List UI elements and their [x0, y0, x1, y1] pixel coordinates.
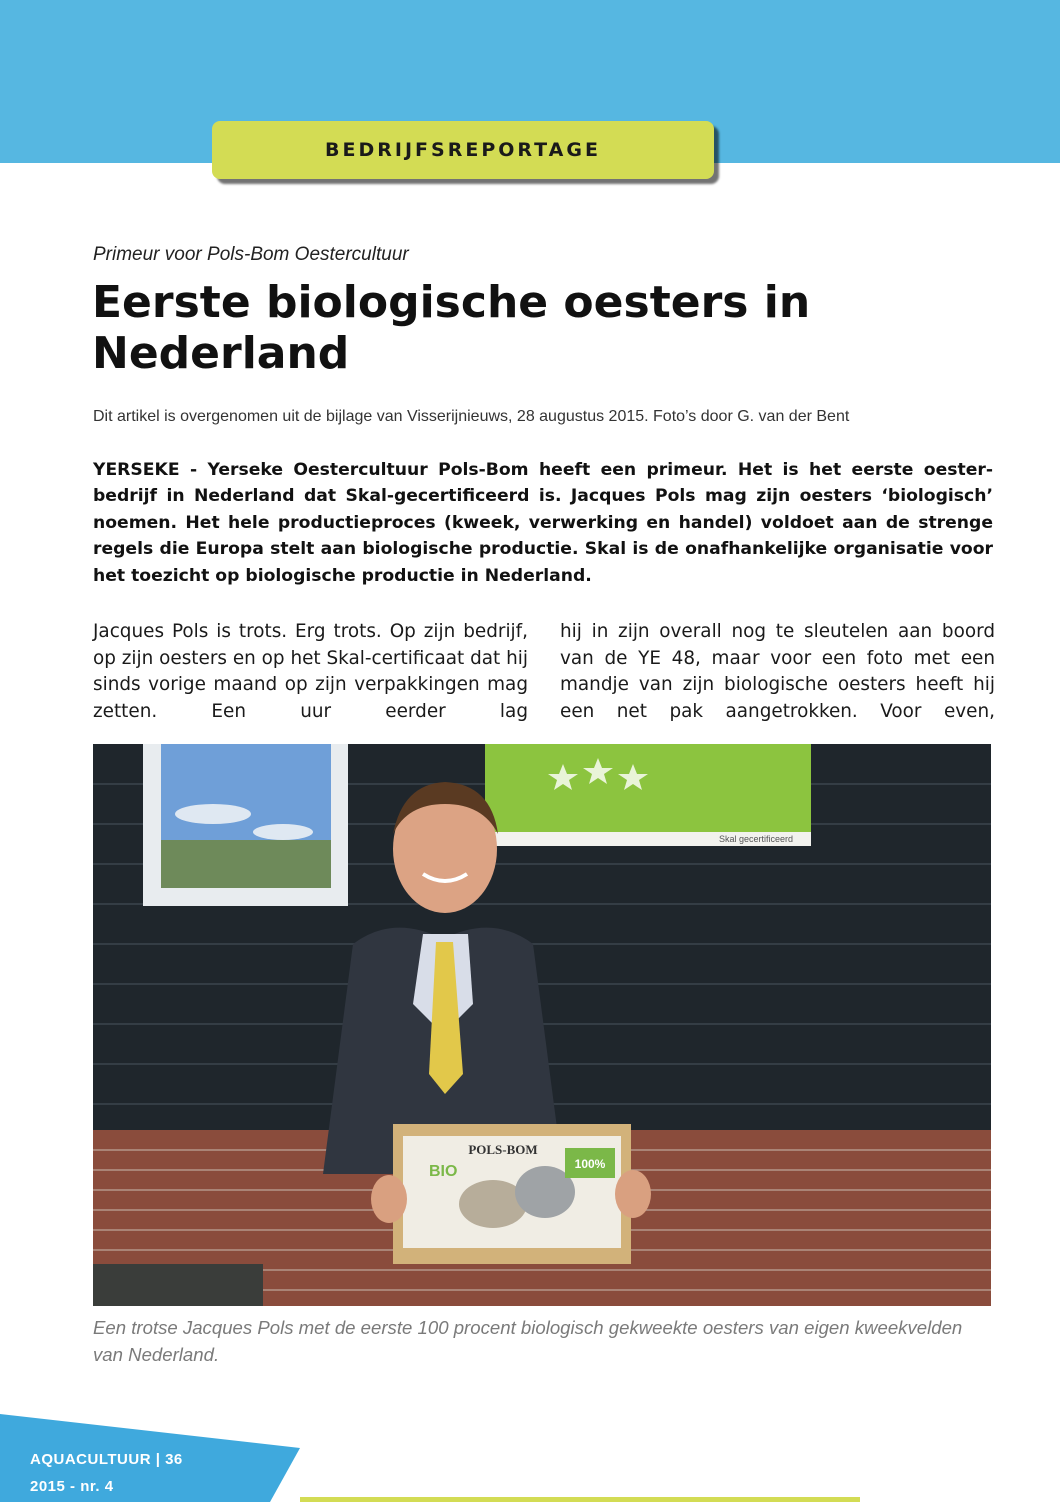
photo-caption: Een trotse Jacques Pols met de eerste 100 procent biologisch gekweekte oesters van eigen kweekvelden van Nederland. — [93, 1317, 963, 1365]
article-lead: YERSEKE - Yerseke Oestercultuur Pols-Bom heeft een primeur. Het is het eerste oester-bedrijf in Nederland dat Skal-gecertificeerd is. Jacques Pols mag zijn oesters ‘biologisch’ noemen. Het hele productieproces (kweek, verwerking en handel) voldoet aan de strenge regels die Europa stelt aan biologische productie. Skal is de onafhankelijke organisatie voor het toezicht op biologische productie in Nederland. — [93, 460, 993, 586]
footer-issue: 2015 - nr. 4 — [30, 1478, 114, 1495]
body-column-2: hij in zijn overall nog te sleutelen aan boord van de YE 48, maar voor een foto met een mandje van zijn biologische oesters heeft hij een net pak aangetrokken. Voor even, — [560, 621, 995, 722]
article-headline: Eerste biologische oesters in Nederland — [92, 277, 811, 379]
section-tab — [212, 121, 714, 179]
body-column-1: Jacques Pols is trots. Erg trots. Op zijn bedrijf, op zijn oesters en op het Skal-certificaat dat hij sinds vorige maand op zijn verpakkingen mag zetten. Een uur eerder lag — [93, 621, 528, 722]
package-label: BIO — [429, 1163, 458, 1180]
eu-organic-sign — [485, 744, 811, 832]
footer-rule — [300, 1497, 860, 1502]
article-photo — [93, 744, 991, 1306]
right-hand — [615, 1170, 651, 1218]
section-label: BEDRIJFSREPORTAGE — [325, 139, 601, 161]
article-credit: Dit artikel is overgenomen uit de bijlage van Visserijnieuws, 28 augustus 2015. Foto’s door G. van der Bent — [93, 408, 850, 425]
package-badge: 100% — [574, 1157, 606, 1171]
ground — [93, 1264, 263, 1306]
package-brand: POLS-BOM — [468, 1142, 538, 1157]
article-kicker: Primeur voor Pols-Bom Oestercultuur — [93, 244, 409, 265]
footer-magazine: AQUACULTUUR | 36 — [30, 1451, 183, 1468]
sign-label: Skal gecertificeerd — [718, 834, 793, 844]
left-hand — [371, 1175, 407, 1223]
